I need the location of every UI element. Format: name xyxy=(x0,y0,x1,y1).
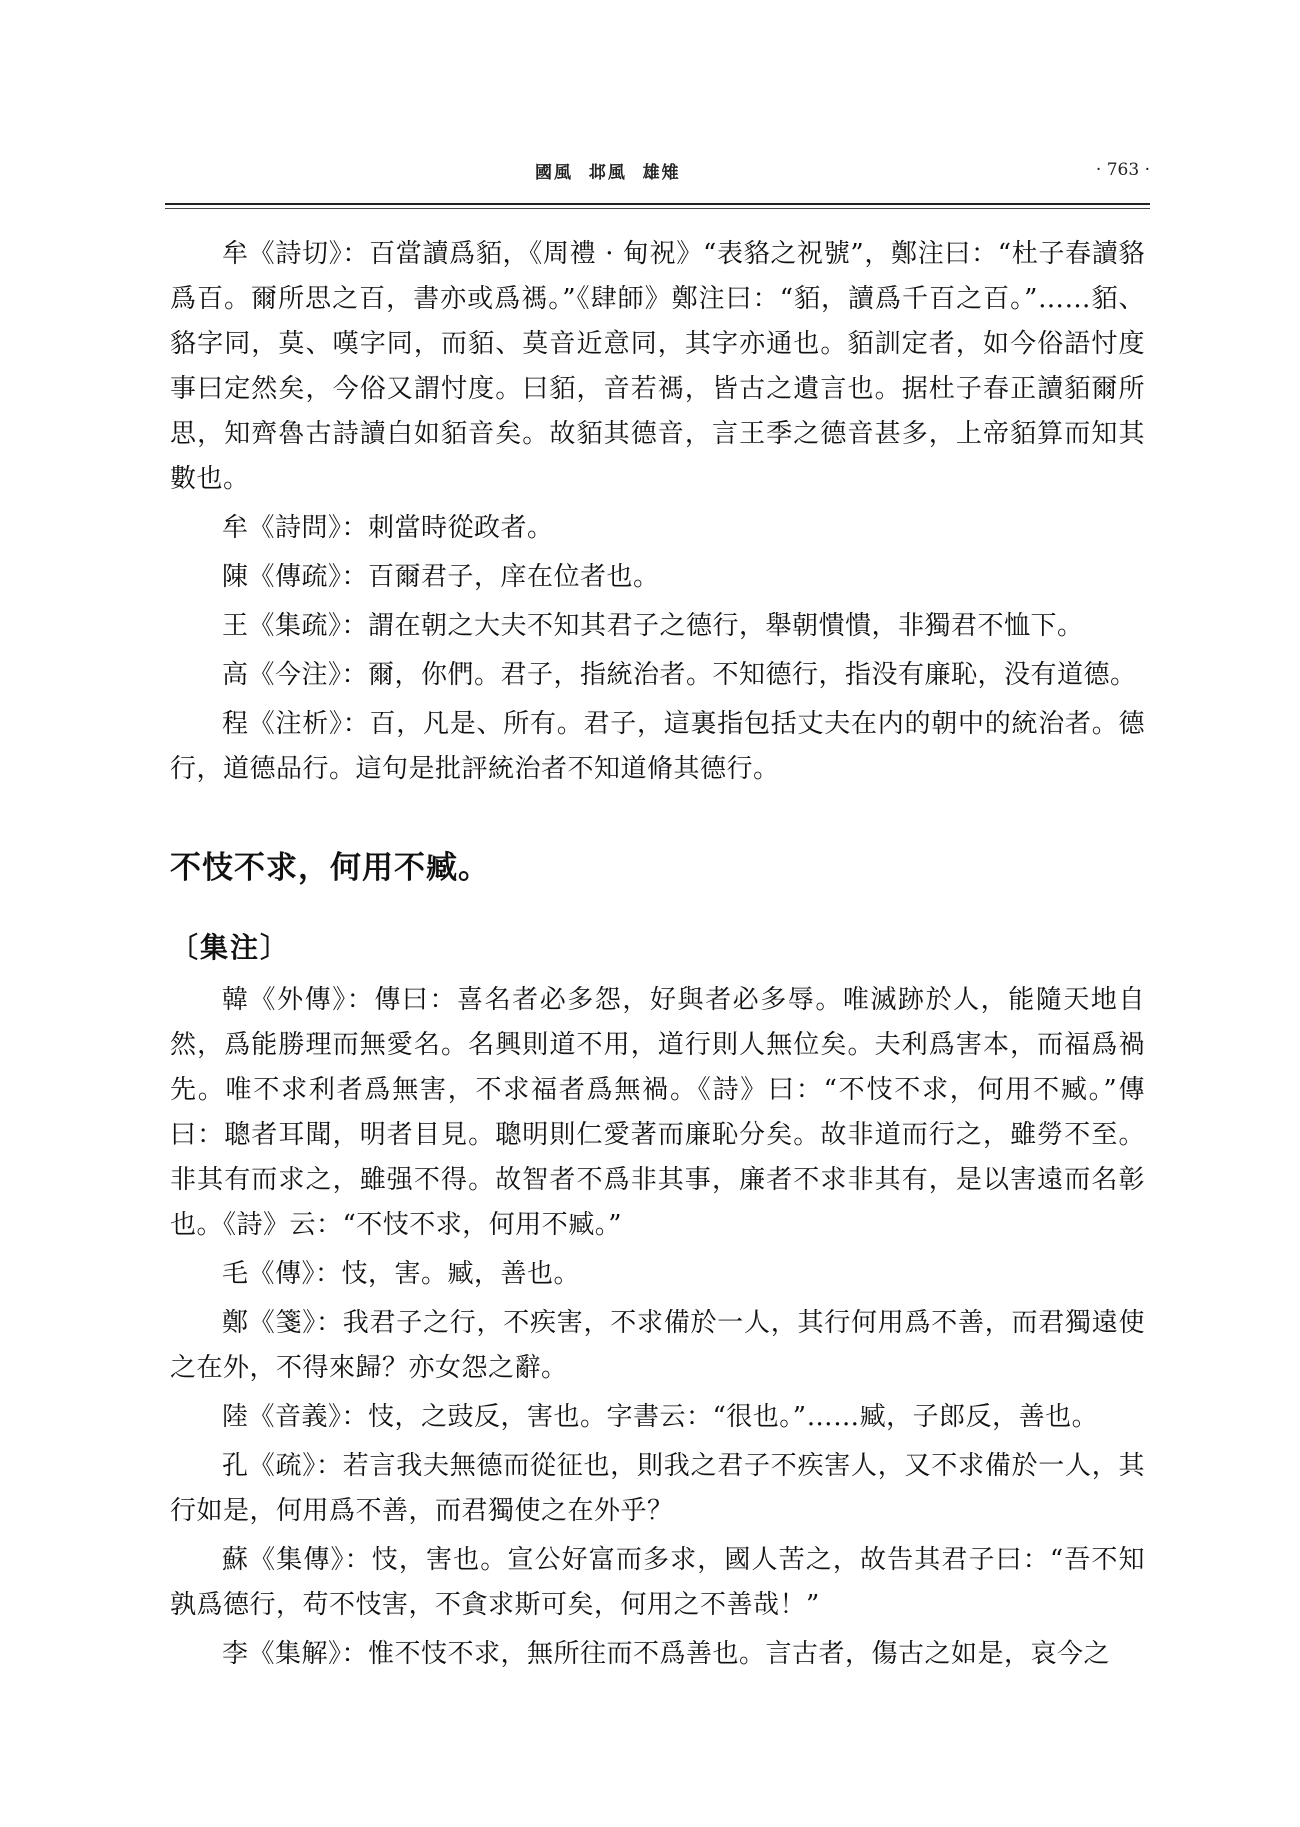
commentary-paragraph: 牟《詩切》：百當讀爲貊，《周禮 · 甸祝》“表貉之祝號”，鄭注曰：“杜子春讀貉爲百。爾所思之百，書亦或爲禡。”《肆師》鄭注曰：“貊，讀爲千百之百。”……貊、貉字同，莫、嘆字同，而貊、莫音近意同，其字亦通也。貊訓定者，如今俗語忖度事曰定然矣，今俗又謂忖度。曰貊，音若禡，皆古之遺言也。据杜子春正讀貊爾所思，知齊魯古詩讀白如貊音矣。故貊其德音，言王季之德音甚多，上帝貊算而知其數也。 xyxy=(170,239,1145,494)
commentary-paragraph: 鄭《箋》：我君子之行，不疾害，不求備於一人，其行何用爲不善，而君獨遠使之在外，不得來歸？亦女怨之辭。 xyxy=(170,1308,1145,1383)
commentary-paragraph: 牟《詩問》：刺當時從政者。 xyxy=(222,513,554,543)
commentary-paragraph: 程《注析》：百，凡是、所有。君子，這裏指包括丈夫在内的朝中的統治者。德行，道德品行。這句是批評統治者不知道脩其德行。 xyxy=(170,709,1145,784)
commentary-paragraph: 毛《傳》：忮，害。臧，善也。 xyxy=(222,1259,581,1289)
section-label: 〔集注〕 xyxy=(170,931,291,964)
commentary-paragraph: 韓《外傳》：傳曰：喜名者必多怨，好與者必多辱。唯滅跡於人，能隨天地自然，爲能勝理而無愛名。名興則道不用，道行則人無位矣。夫利爲害本，而福爲禍先。唯不求利者爲無害，不求福者爲無禍。《詩》曰：“不忮不求，何用不臧。”傳曰：聰者耳聞，明者目見。聰明則仁愛著而廉恥分矣。故非道而行之，雖勞不至。非其有而求之，雖强不得。故智者不爲非其事，廉者不求非其有，是以害遠而名彰也。《詩》云：“不忮不求，何用不臧。” xyxy=(170,985,1145,1240)
verse-line: 不忮不求，何用不臧。 xyxy=(170,850,490,886)
running-title: 國風 邶風 雄雉 xyxy=(535,163,681,183)
commentary-paragraph: 孔《疏》：若言我夫無德而從征也，則我之君子不疾害人，又不求備於一人，其行如是，何用爲不善，而君獨使之在外乎？ xyxy=(170,1451,1145,1526)
commentary-paragraph: 高《今注》：爾，你們。君子，指統治者。不知德行，指没有廉恥，没有道德。 xyxy=(222,660,1137,690)
body-text xyxy=(170,232,1145,1681)
header-rule xyxy=(165,203,1150,205)
running-head xyxy=(165,158,1150,194)
commentary-paragraph: 陳《傳疏》：百爾君子，庠在位者也。 xyxy=(222,562,660,592)
header-rule-thin xyxy=(165,208,1150,209)
commentary-paragraph: 李《集解》：惟不忮不求，無所往而不爲善也。言古者，傷古之如是，哀今之 xyxy=(222,1639,1111,1669)
commentary-paragraph: 蘇《集傳》：忮，害也。宣公好富而多求，國人苦之，故告其君子曰：“吾不知孰爲德行，苟不忮害，不貪求斯可矣，何用之不善哉！” xyxy=(170,1545,1145,1620)
commentary-paragraph: 王《集疏》：謂在朝之大夫不知其君子之德行，舉朝憒憒，非獨君不恤下。 xyxy=(222,611,1084,641)
page-number: · 763 · xyxy=(1095,160,1150,180)
commentary-paragraph: 陸《音義》：忮，之豉反，害也。字書云：“很也。”……臧，子郎反，善也。 xyxy=(222,1402,1099,1432)
